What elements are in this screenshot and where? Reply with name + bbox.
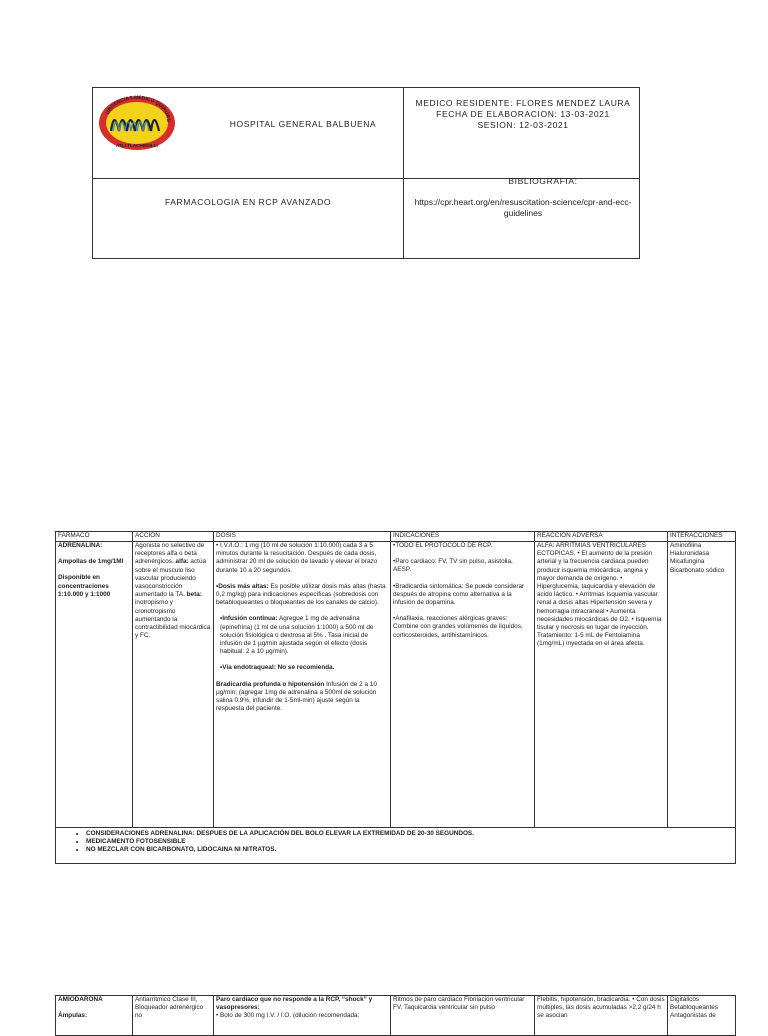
hospital-logo xyxy=(97,93,177,153)
resident-info xyxy=(405,98,641,131)
dosis-endotraqueal: •Vía endotraqueal: No se recomienda. xyxy=(220,664,335,672)
table-header-row xyxy=(56,532,736,542)
logo-text-top: URGENCIAS MEDICO QUIRURG xyxy=(104,94,172,123)
consideraciones-row xyxy=(56,828,736,864)
farmaco-cell xyxy=(56,542,133,828)
indicacion-item: •Anafilaxia, reacciones alérgicas graves: Combine con grandes volúmenes de líquidos, corticosteroides, antihistamínicos. xyxy=(393,615,523,639)
consideracion-item: • CONSIDERACIONES ADRENALINA: DESPUES DE LA APLICACIÓN DEL BOLO ELEVAR LA EXTREMIDAD DE 20-30 SEGUNDOS. xyxy=(86,830,733,838)
interaccion-item: Micafungina xyxy=(670,558,705,566)
elaboration-date: FECHA DE ELABORACION: 13-03-2021 xyxy=(436,109,610,119)
dosis-cell xyxy=(214,996,391,1036)
consideracion-item: • MEDICAMENTO FOTOSENSIBLE xyxy=(86,838,733,846)
header-farmaco: FARMACO xyxy=(56,532,133,542)
indicaciones-cell: Ritmos de paro cardiaco Fibrilación ventricular FV. Taquicardia ventricular sin pulso xyxy=(391,996,535,1036)
indicacion-item: •Paro cardiaco: FV, TV sin pulso, asistolia, AESP. xyxy=(393,558,513,574)
dosis-cell xyxy=(214,542,391,828)
dosis-text: • Bolo de 300 mg I.V. / I.O. (dilución recomendada: xyxy=(216,1012,360,1020)
header-dosis: DOSIS xyxy=(214,532,391,542)
accion-alfa-label: alfa: xyxy=(175,558,189,566)
adrenalina-table xyxy=(55,531,736,864)
interacciones-cell xyxy=(668,542,736,828)
drug-name: ADRENALINA: xyxy=(58,542,103,549)
table-row xyxy=(56,996,736,1036)
header-accion: ACCION xyxy=(133,532,214,542)
header-divider-vertical xyxy=(403,88,404,258)
dosis-infusion: •Infusión continua: Agregue 1 mg de adrenalina (epinefrina) (1 ml de una solución 1:1000) a 500 ml de solución fisiológica o dextrosa al 5% . Tasa inicial de infusión de 1 µg/min ajustada según el efecto (dosis habitual: 2 a 10 µg/min). xyxy=(220,615,374,656)
table-row xyxy=(56,542,736,828)
accion-beta-text: inotropismo y cronotropismo aumentando la contractibilidad miocárdica y FC. xyxy=(135,599,211,640)
header-reaccion-adversa: REACCION ADVERSA xyxy=(535,532,668,542)
interaccion-item: Hialuronidasa xyxy=(670,550,710,558)
logo-text-bottom: ATLI TLACHINOLLI xyxy=(116,143,158,148)
reaccion-cell: ALFA: ARRITMIAS VENTRICULARES ECTOPICAS. • El aumento de la presión arterial y la frecuencia cardiaca pueden producir isquemia miocárdica, angina y mayor demanda de oxígeno. • Hiperglucemia, taquicardia y elevación de acido láctico. • Arritmias Isquemia vascular renal a dosis altas Hipertensión severa y hemorragia intracraneal • Aumenta necesidades miocárdicas de O2. • Isquemia tisular y necrosis en lugar de inyección. Tratamiento: 1-5 mL de Fentolamina (1mg/mL) inyectada en el área afecta. xyxy=(535,542,668,828)
resident-name: MEDICO RESIDENTE: FLORES MENDEZ LAURA xyxy=(415,98,631,108)
header-indicaciones: INDICACIONES xyxy=(391,532,535,542)
indicacion-item: •TODO EL PROTOCOLO DE RCP. xyxy=(393,542,493,549)
consideraciones-list xyxy=(58,830,733,855)
hospital-name: HOSPITAL GENERAL BALBUENA xyxy=(229,119,377,129)
drug-concentration: Disponible en concentraciones 1:10.000 y 1:1000 xyxy=(58,574,111,598)
reaccion-cell: Flebitis, hipotensión, bradicardia. • Con dosis múltiples, las dosis acumuladas >2,2 g/24 h se asocian xyxy=(535,996,668,1036)
accion-cell: Antiarritmico Clase III, Bloqueador adrenérgico no xyxy=(133,996,214,1036)
accion-beta-label: beta: xyxy=(186,591,202,599)
indicaciones-cell xyxy=(391,542,535,828)
drug-name: AMIODARONA xyxy=(58,996,103,1003)
drug-presentation: Ámpulas: xyxy=(58,1012,88,1020)
bibliography-label: BIBLIOGRAFIA: xyxy=(508,176,578,186)
bibliography xyxy=(405,176,641,219)
farmaco-cell xyxy=(56,996,133,1036)
subject-title: FARMACOLOGIA EN RCP AVANZADO xyxy=(164,197,332,207)
consideraciones-cell xyxy=(56,828,736,864)
dosis-altas: •Dosis más altas: Es posible utilizar dosis más altas (hasta 0,2 mg/kg) para indicaciones específicas (sobredosis con betabloqueantes o bloqueantes de los canales de calcio). xyxy=(216,582,386,607)
consideracion-item: • NO MEZCLAR CON BICARBONATO, LIDOCAINA NI NITRATOS. xyxy=(86,846,733,854)
bibliography-url[interactable]: https://cpr.heart.org/en/resuscitation-science/cpr-and-ecc-guidelines xyxy=(414,197,632,218)
session-date: SESION: 12-03-2021 xyxy=(477,120,569,130)
dosis-label: Paro cardiaco que no responde a la RCP, “shock” y vasopresores: xyxy=(216,996,373,1012)
drug-presentation: Ampollas de 1mg/1Ml xyxy=(58,558,124,566)
interaccion-item: Aminofilina xyxy=(670,542,702,549)
accion-intro: Agonista no selectivo de receptores alfa o beta adrenérgicos. xyxy=(135,542,205,566)
header-interacciones: INTERACCIONES xyxy=(668,532,736,542)
accion-cell xyxy=(133,542,214,828)
dosis-bradicardia: Bradicardia profunda o hipotensión Infusión de 2 a 10 µg/min; (agregar 1mg de adrenalina a 500ml de solución salina 0.9%, infundir de 1-5ml-min) ajuste según la respuesta del paciente. xyxy=(216,680,377,713)
dosis-iv: • I.V./I.O.: 1 mg (10 ml de solución 1:10.000) cada 3 a 5 minutos durante la resucitación. Después de cada dosis, administrar 20 ml de solución de lavado y elevar el brazo durante 10 a 20 segundos. xyxy=(216,542,378,574)
header-table xyxy=(92,87,640,259)
accion-alfa-text: actúa sobre el musculo liso vascular produciendo vasoconstricción aumentado la TA. xyxy=(135,558,207,599)
indicacion-item: •Bradicardia sintomática: Se puede considerar después de atropina como alternativa a la infusión de dopamina. xyxy=(393,582,525,607)
interaccion-item: Bicarbonato sódico xyxy=(670,566,725,574)
amiodarona-table xyxy=(55,995,736,1036)
interacciones-cell: Digitálicos Betabloqueantes Antagonistas de xyxy=(668,996,736,1036)
